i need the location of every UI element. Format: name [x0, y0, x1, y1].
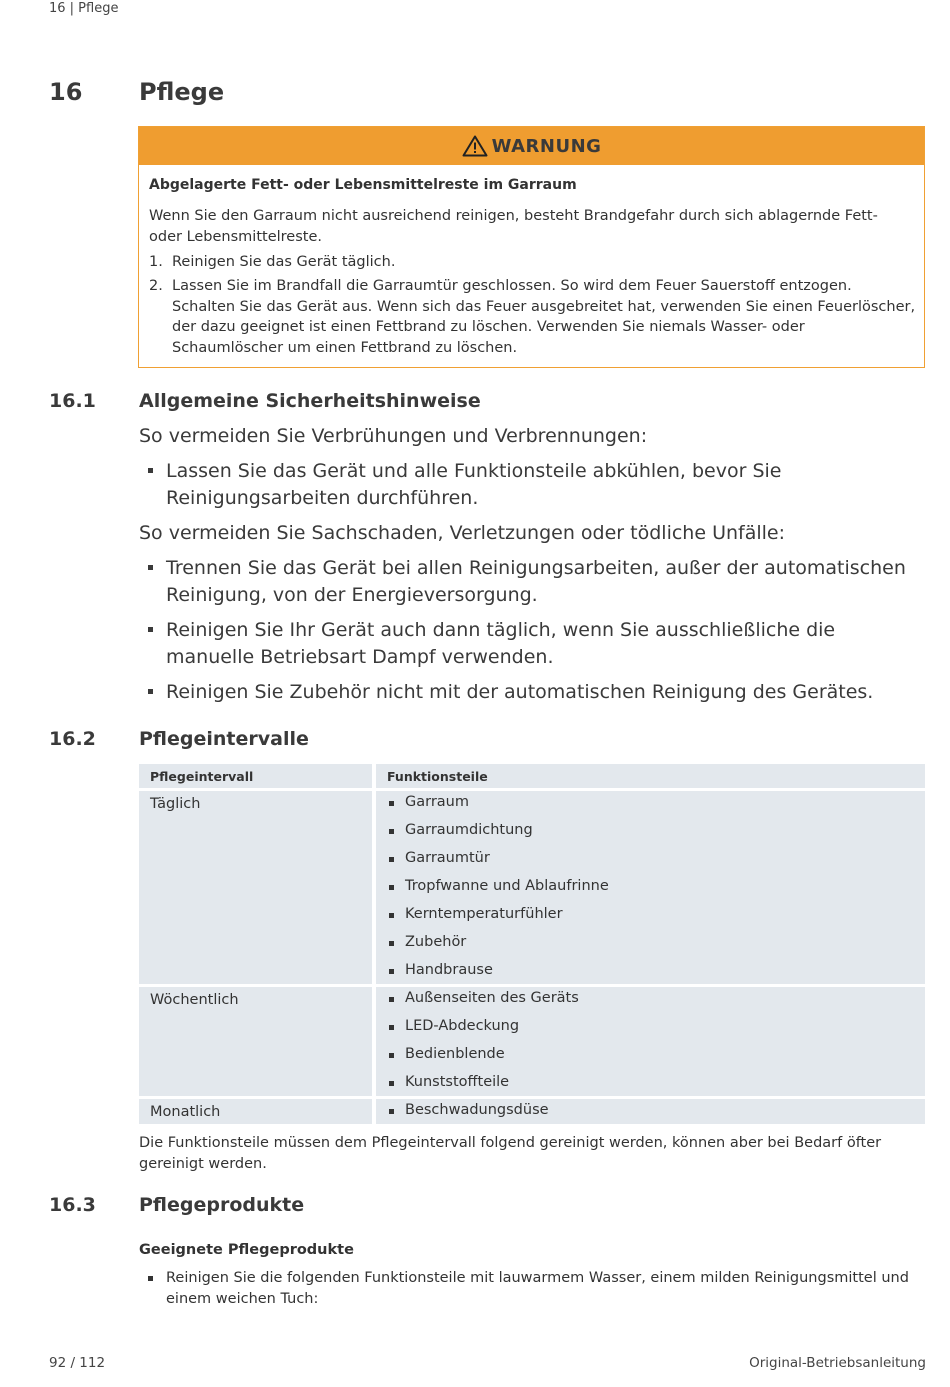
list-item-text: Lassen Sie das Gerät und alle Funktionsteile abkühlen, bevor Sie Reinigungsarbeiten durchführen.: [166, 460, 782, 509]
bullet: [148, 468, 153, 473]
warning-box: [138, 126, 925, 368]
list-item: [387, 878, 609, 894]
bullet: [389, 941, 394, 946]
table-row: [139, 791, 926, 984]
table-note: Die Funktionsteile müssen dem Pflegeintervall folgend gereinigt werden, können aber bei Bedarf öfter gereinigt werden.: [139, 1135, 882, 1172]
list-item: [387, 1102, 549, 1118]
list-item-text: Reinigen Sie Zubehör nicht mit der automatischen Reinigung des Gerätes.: [166, 681, 874, 703]
list-item-text: Reinigen Sie die folgenden Funktionsteile mit lauwarmem Wasser, einem milden Reinigungsmittel und einem weichen Tuch:: [166, 1270, 909, 1307]
bullet: [389, 857, 394, 862]
part-label: LED-Abdeckung: [405, 1018, 520, 1034]
interval-cell: Wöchentlich: [139, 987, 372, 1096]
chapter-number: 16: [49, 78, 83, 106]
parts-cell: [376, 987, 925, 1096]
part-label: Garraum: [405, 794, 469, 810]
step-text: Reinigen Sie das Gerät täglich.: [172, 254, 396, 270]
bullet: [148, 1276, 153, 1281]
list-item: [387, 1074, 509, 1090]
bullet: [389, 969, 394, 974]
warning-text: Wenn Sie den Garraum nicht ausreichend reinigen, besteht Brandgefahr durch sich ablagernde Fett- oder Lebensmittelreste.: [149, 208, 878, 245]
part-label: Kunststoffteile: [405, 1074, 510, 1090]
warning-label: WARNUNG: [491, 135, 602, 157]
step-text: Lassen Sie im Brandfall die Garraumtür geschlossen. So wird dem Feuer Sauerstoff entzogen. Schalten Sie das Gerät aus. Wenn sich das Feuer ausgebreitet hat, verwenden Sie einen Feuerlöscher, der dazu geeignet ist einen Fettbrand zu löschen. Verwenden Sie niemals Wasser- oder Schaumlöscher um einen Fettbrand zu löschen.: [172, 278, 916, 356]
list-item: [139, 458, 919, 512]
list-item-text: Trennen Sie das Gerät bei allen Reinigungsarbeiten, außer der automatischen Reinigung, von der Energieversorgung.: [166, 557, 906, 606]
bullet: [389, 997, 394, 1002]
bullet: [148, 627, 153, 632]
list-item: [387, 850, 490, 866]
list-item-text: Reinigen Sie Ihr Gerät auch dann täglich, wenn Sie ausschließliche die manuelle Betriebsart Dampf verwenden.: [166, 619, 836, 668]
bullet: [389, 829, 394, 834]
running-header: 16 | Pflege: [49, 1, 119, 16]
bullet: [389, 1053, 394, 1058]
part-label: Beschwadungsdüse: [405, 1102, 549, 1118]
bullet: [389, 1025, 394, 1030]
part-label: Außenseiten des Geräts: [405, 990, 579, 1006]
part-label: Kerntemperaturfühler: [405, 906, 563, 922]
section-number: 16.3: [49, 1194, 96, 1216]
list-item: [387, 962, 493, 978]
section-number: 16.1: [49, 390, 96, 412]
subheading: Geeignete Pflegeprodukte: [139, 1242, 354, 1258]
list-item: [387, 1046, 505, 1062]
list-item: [139, 617, 919, 671]
column-header: Funktionsteile: [376, 764, 925, 788]
list-item: [139, 679, 919, 706]
document-title: Original-Betriebsanleitung: [749, 1355, 926, 1371]
column-header: Pflegeintervall: [139, 764, 372, 788]
parts-cell: [376, 791, 925, 984]
parts-cell: [376, 1099, 925, 1124]
bullet: [389, 1109, 394, 1114]
section-title: Pflegeprodukte: [139, 1194, 305, 1216]
part-label: Tropfwanne und Ablaufrinne: [405, 878, 609, 894]
list-item: [387, 990, 579, 1006]
list-item: [139, 555, 919, 609]
list-item: [387, 934, 466, 950]
part-label: Garraumtür: [405, 850, 490, 866]
table-row: [139, 987, 926, 1096]
part-label: Garraumdichtung: [405, 822, 533, 838]
intro-text: So vermeiden Sie Verbrühungen und Verbrennungen:: [139, 425, 648, 447]
page-number: 92 / 112: [49, 1355, 106, 1371]
section-title: Pflegeintervalle: [139, 728, 309, 750]
list-item: [387, 794, 469, 810]
warning-header: [139, 127, 924, 165]
list-item: [387, 1018, 519, 1034]
section-number: 16.2: [49, 728, 96, 750]
bullet: [389, 801, 394, 806]
section-title: Allgemeine Sicherheitshinweise: [139, 390, 481, 412]
intro-text: So vermeiden Sie Sachschaden, Verletzungen oder tödliche Unfälle:: [139, 522, 785, 544]
table-header-row: [139, 764, 926, 788]
warning-triangle-icon: [462, 135, 488, 157]
interval-cell: Täglich: [139, 791, 372, 984]
list-item: [139, 1268, 924, 1310]
bullet: [148, 565, 153, 570]
part-label: Bedienblende: [405, 1046, 505, 1062]
list-item: [387, 906, 563, 922]
part-label: Zubehör: [405, 934, 467, 950]
interval-cell: Monatlich: [139, 1099, 372, 1124]
bullet: [389, 1081, 394, 1086]
bullet: [389, 885, 394, 890]
chapter-title: Pflege: [139, 78, 225, 106]
part-label: Handbrause: [405, 962, 493, 978]
bullet: [389, 913, 394, 918]
list-item: [387, 822, 533, 838]
step-number: 2.: [149, 278, 163, 294]
step-number: 1.: [149, 254, 163, 270]
table-row: [139, 1099, 926, 1124]
warning-subtitle: Abgelagerte Fett- oder Lebensmittelreste im Garraum: [149, 177, 577, 193]
bullet: [148, 689, 153, 694]
